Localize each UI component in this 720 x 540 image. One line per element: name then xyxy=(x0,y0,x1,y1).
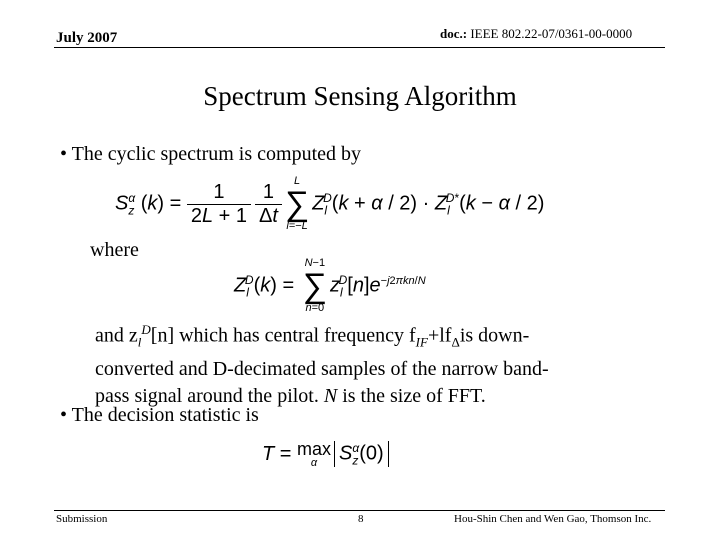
bullet-marker: • xyxy=(60,404,68,426)
where-label: where xyxy=(90,239,139,261)
bullet-cyclic-text: The cyclic spectrum is computed by xyxy=(71,143,362,165)
para-and: and z xyxy=(95,324,138,347)
header-date: July 2007 xyxy=(56,30,118,46)
bullet-decision xyxy=(60,404,259,427)
bullet-decision-text: The decision statistic is xyxy=(71,404,259,426)
para-rest1: [n] which has central frequency f xyxy=(150,324,416,347)
footer-authors: Hou-Shin Chen and Wen Gao, Thomson Inc. xyxy=(454,513,652,525)
doc-label: doc.: xyxy=(440,26,468,41)
para-line2: converted and D-decimated samples of the narrow band- xyxy=(95,357,549,380)
footer-rule xyxy=(54,510,665,511)
equation-fft: $Z_l^D(k)$ = N−1 ∑ n=0 $z_l^D[n]e^{-j2\pi kn/N}$ xyxy=(234,257,426,314)
slide-title: Spectrum Sensing Algorithm xyxy=(203,81,517,111)
header-doc-id xyxy=(440,26,632,42)
bullet-cyclic xyxy=(60,143,361,166)
footer-submission: Submission xyxy=(56,513,108,525)
para-line3c: is the size of FFT. xyxy=(337,384,486,407)
equation-cyclic-spectrum: $S_z^\alpha$ (k) = $\frac{1}{2L + 1}$ $\frac{1}{\Delta t}$ L ∑ l=−L $Z_l^D(k + \alpha / 2) \cdot Z_l^{D*}(k - \alpha / 2)$ xyxy=(115,175,545,232)
doc-number: IEEE 802.22-07/0361-00-0000 xyxy=(470,26,633,41)
para-rest2: +lf xyxy=(427,324,452,347)
para-line3a: pass signal around the pilot. xyxy=(95,384,324,407)
footer-page-number: 8 xyxy=(358,513,364,525)
para-line3b: N xyxy=(323,384,338,407)
para-rest3: is down- xyxy=(459,324,530,347)
equation-decision-statistic: T = max α $S_z^\alpha(0)$ xyxy=(262,430,389,478)
header-rule xyxy=(54,47,665,48)
bullet-marker: • xyxy=(60,143,68,165)
definition-paragraph: and $z_l^D[n]$ which has central frequency $f_{IF}+lf_\Delta is$ down- converted and D-decimated samples of the narrow band- pass signal around the pilot. N is the size of FFT. xyxy=(95,316,695,410)
